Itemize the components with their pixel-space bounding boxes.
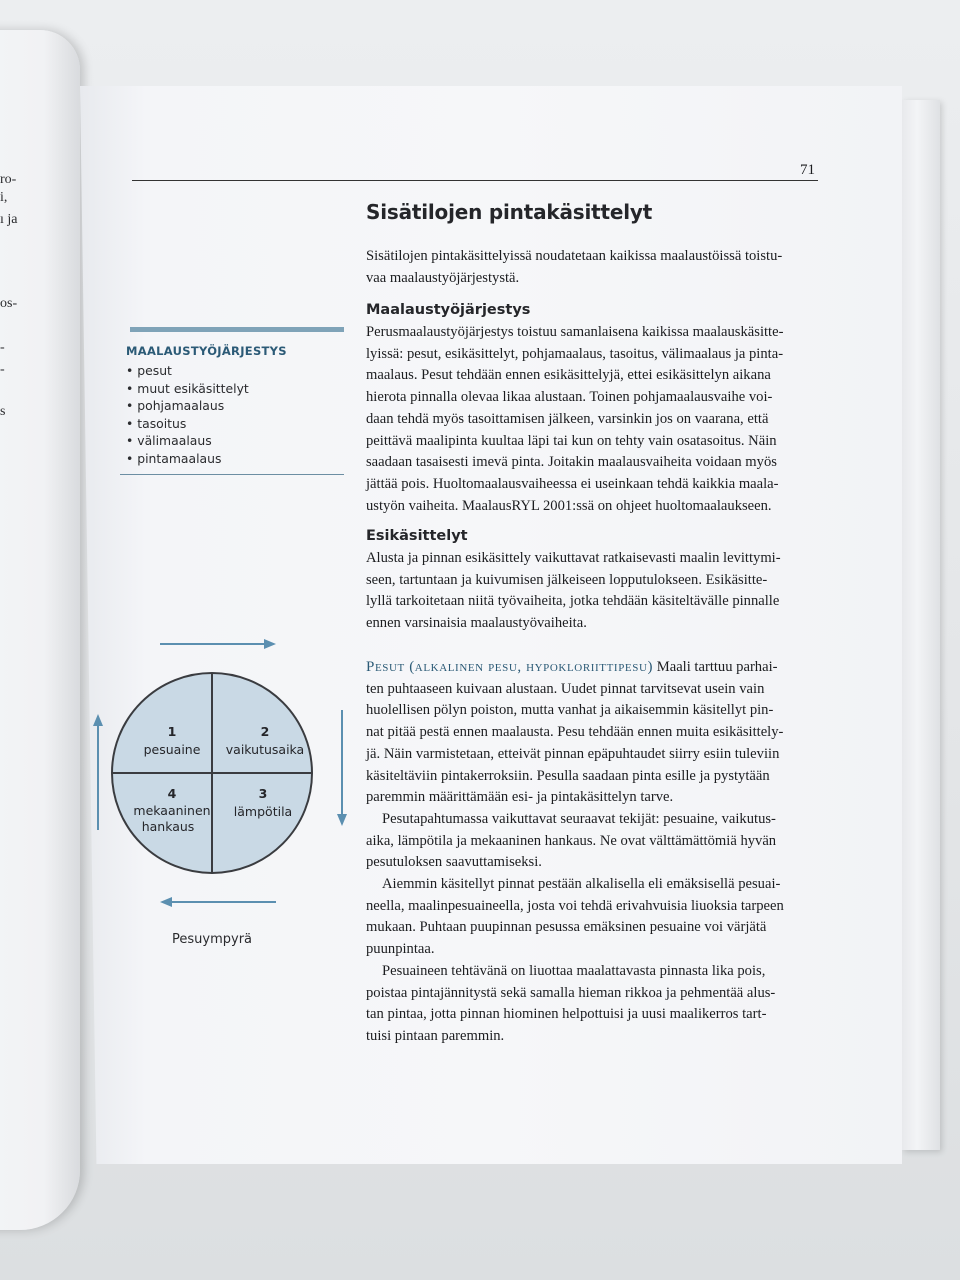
text-line: maalaus. Pesut tehdään ennen esikäsittelyjä, ettei esikäsittelyn aikana	[366, 367, 771, 384]
text-line	[366, 657, 812, 679]
text-line: vaa maalaustyöjärjestystä.	[366, 269, 520, 286]
fragment-text: s	[0, 404, 6, 419]
text-line: hierota pinnalla olevaa likaa alustaan. Toinen pohjamaalausvaihe voi-	[366, 389, 773, 406]
text-line: Sisätilojen pintakäsittelyissä noudatetaan kaikissa maalaustöissä toistu-	[366, 248, 783, 264]
quadrant-1-label: pesuaine	[143, 742, 201, 757]
sidebar-title: MAALAUSTYÖJÄRJESTYS	[126, 344, 287, 358]
section-paragraph	[366, 322, 812, 517]
text-line: daan tehdä myös tasoittamisen jälkeen, varsinkin jos on vaarana, että	[366, 410, 769, 427]
sidebar-top-rule	[130, 327, 344, 332]
text-line: tan pintaa, jotta pinnan hiominen helpottuisi ja uusi maalikerros tart-	[366, 1006, 767, 1023]
quadrant-3-label: lämpötila	[233, 804, 293, 819]
fragment-text: os-	[0, 296, 18, 311]
text-line: Alusta ja pinnan esikäsittely vaikuttavat ratkaisevasti maalin levittymi-	[366, 550, 781, 566]
fragment-text: -	[0, 340, 5, 355]
page-title: Sisätilojen pintakäsittelyt	[366, 200, 653, 224]
text-line: jättää pois. Huoltomaalausvaiheessa ei useinkaan tehdä kaikkia maala-	[366, 475, 779, 492]
text-line: Perusmaalaustyöjärjestys toistuu samanlaisena kaikissa maalauskäsitte-	[366, 324, 784, 340]
arrow-right-down-head	[337, 814, 347, 826]
text-line: seen, tartuntaan ja kuivumisen jälkeiseen lopputulokseen. Esikäsitte-	[366, 571, 768, 588]
sidebar-item: • pohjamaalaus	[126, 397, 249, 415]
sidebar-list	[126, 362, 249, 468]
fragment-text: ro-	[0, 172, 17, 187]
text-line: peittävä maalipinta kuultaa läpi tai kun on tehty vain osatasoitus. Näin	[366, 432, 777, 449]
text-line: nat pitää pestä ennen maalausta. Pesu tehdään ennen muita esikäsittely-	[366, 724, 784, 741]
text-line: lyissä: pesut, esikäsittelyt, pohjamaalaus, tasoitus, välimaalaus ja pinta-	[366, 345, 784, 362]
text-line: Pesutapahtumassa vaikuttavat seuraavat tekijät: pesuaine, vaikutus-	[382, 810, 776, 827]
text-line: ten puhtaaseen kuivaan alustaan. Uudet pinnat tarvitsevat usein vain	[366, 680, 765, 697]
text-line: tuisi pintaan paremmin.	[366, 1027, 505, 1044]
fragment-text: ı ja	[0, 212, 18, 227]
quadrant-4-label-line2: hankaus	[141, 819, 195, 834]
text-line: lyllä tarkoitetaan niitä työvaiheita, jotka tehdään käsiteltävälle pinnalle	[366, 593, 780, 610]
text-line: poistaa pintajännitystä sekä samalla hieman rikkoa ja pehmentää alus-	[366, 984, 776, 1001]
text-line: paremmin määrittämään esi- ja pintakäsittelyn tarve.	[366, 789, 674, 806]
quadrant-3-number: 3	[258, 786, 268, 801]
text-line: saadaan tasaisesti imevä pinta. Joitakin maalausvaiheita voidaan myös	[366, 454, 777, 471]
sidebar-item: • pesut	[126, 362, 249, 380]
previous-page	[0, 30, 80, 1230]
text-line: ennen varsinaisia maalaustyövaiheita.	[366, 615, 587, 632]
sidebar-item: • tasoitus	[126, 415, 249, 433]
sidebar-bottom-rule	[120, 474, 344, 475]
text-line: ustyön vaiheita. MaalausRYL 2001:ssä on ohjeet huoltomaalaukseen.	[366, 497, 772, 514]
intro-paragraph	[366, 246, 812, 289]
section-heading-esikasittelyt: Esikäsittelyt	[366, 528, 468, 544]
page-number: 71	[800, 162, 815, 178]
arrow-bottom-left-head	[160, 897, 172, 907]
text-line: Pesuaineen tehtävänä on liuottaa maalattavasta pinnasta lika pois,	[382, 962, 766, 979]
text-line: pesutuloksen saavuttamiseksi.	[366, 854, 542, 871]
quadrant-4-label: mekaaninen	[133, 803, 211, 818]
section-paragraph	[366, 548, 812, 635]
diagram-caption: Pesuympyrä	[172, 932, 252, 947]
sidebar-item: • muut esikäsittelyt	[126, 380, 249, 398]
wash-cycle-diagram	[80, 630, 370, 960]
text-line: puunpintaa.	[366, 941, 435, 958]
sidebar-item: • välimaalaus	[126, 432, 249, 450]
quadrant-4-number: 4	[167, 786, 177, 801]
text-fragment: Maali tarttuu parhai-	[653, 659, 778, 675]
text-line: huolellisen pölyn poiston, mutta vanhat ja aikaisemmin käsitellyt pin-	[366, 702, 774, 719]
fragment-text: -	[0, 362, 5, 377]
arrow-left-up-head	[93, 714, 103, 726]
text-line: aika, lämpötila ja mekaaninen hankaus. Ne ovat välttämättömiä hyvän	[366, 832, 777, 849]
runin-heading-pesut: Pesut (alkalinen pesu, hypokloriittipesu)	[366, 659, 654, 675]
page-stack-edge	[902, 100, 940, 1150]
fragment-text: i,	[0, 190, 8, 205]
text-line: käsiteltäviin pintakerroksiin. Pesulla saadaan pinta esille ja pystytään	[366, 767, 770, 784]
text-line: Aiemmin käsitellyt pinnat pestään alkalisella eli emäksisellä pesuai-	[382, 876, 781, 893]
section-paragraph-pesut	[366, 657, 812, 1048]
quadrant-2-number: 2	[260, 724, 270, 739]
arrow-top-right-head	[264, 639, 276, 649]
quadrant-1-number: 1	[167, 724, 177, 739]
text-line: mukaan. Puhtaan puupinnan pesussa emäksinen pesuaine voi värjätä	[366, 919, 767, 936]
text-line: jä. Näin varmistetaan, etteivät pinnan epäpuhtaudet siirry esiin tuleviin	[366, 745, 780, 762]
section-heading-maalaustyojarjestys: Maalaustyöjärjestys	[366, 302, 531, 318]
quadrant-2-label: vaikutusaika	[225, 742, 305, 757]
text-line: neella, maalinpesuaineella, josta voi tehdä erivahvuisia liuoksia tarpeen	[366, 897, 784, 914]
header-rule	[132, 180, 818, 181]
sidebar-item: • pintamaalaus	[126, 450, 249, 468]
